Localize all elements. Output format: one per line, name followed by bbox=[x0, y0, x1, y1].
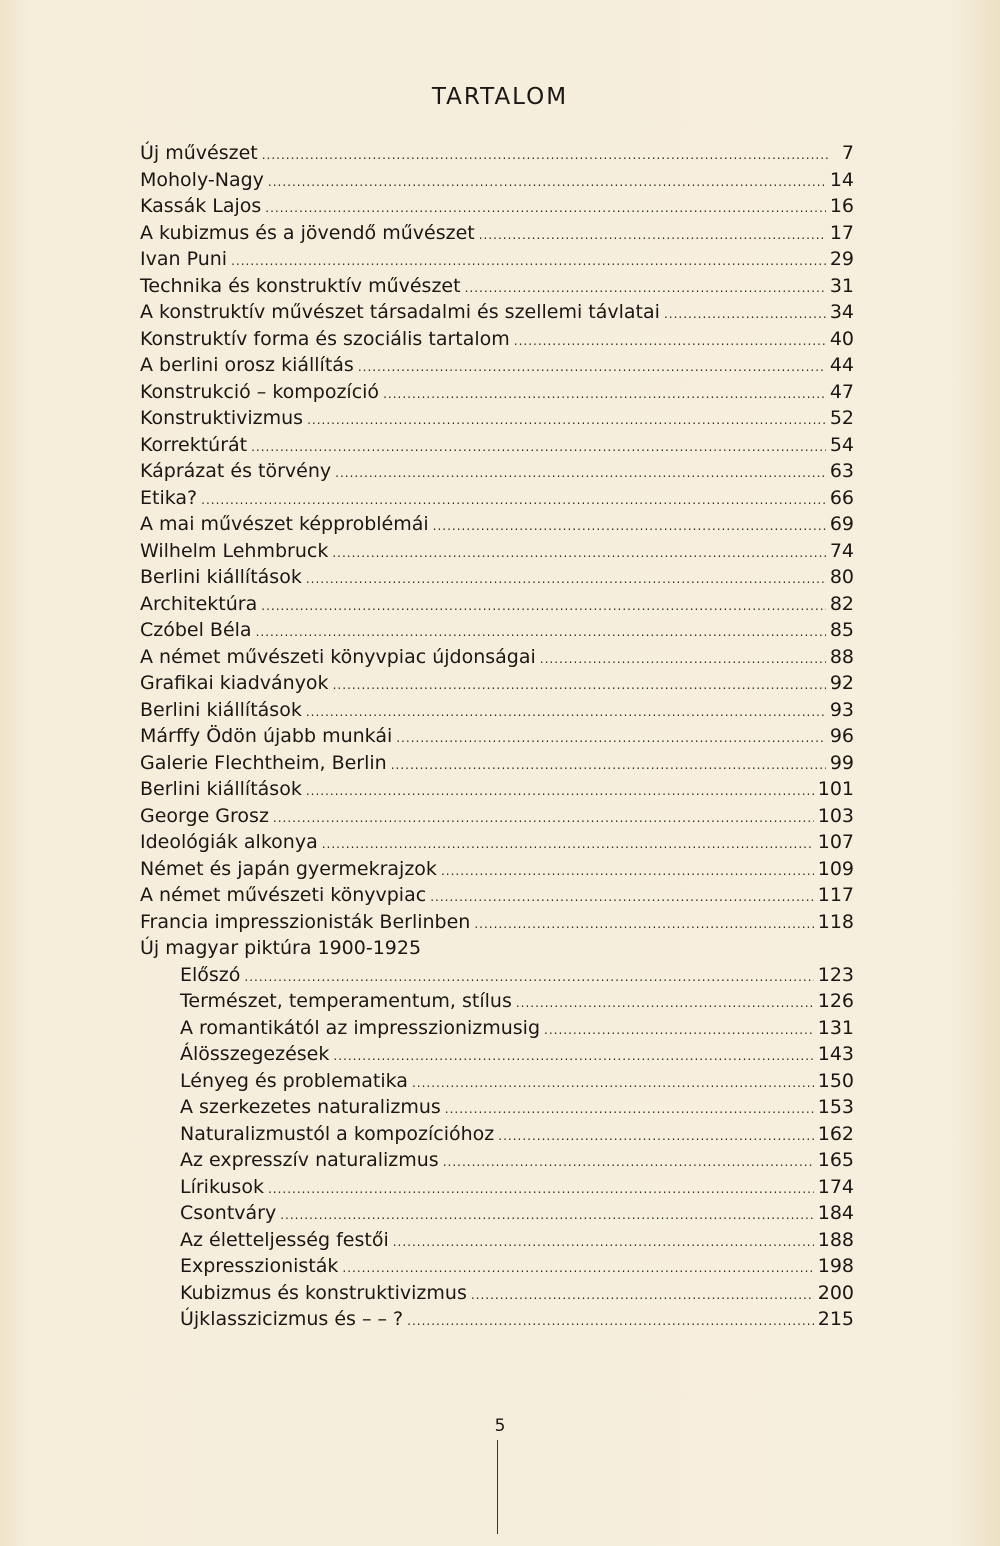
toc-entry-label: Konstruktivizmus bbox=[140, 407, 304, 429]
toc-entry bbox=[140, 193, 854, 220]
toc-entry-label: Berlini kiállítások bbox=[140, 698, 302, 721]
toc-subentry-page: 174 bbox=[817, 1175, 854, 1198]
toc-subentry bbox=[140, 1015, 854, 1042]
dot-leader bbox=[407, 1308, 814, 1335]
toc-entry bbox=[140, 617, 854, 644]
toc-entry-label: Technika és konstruktív művészet bbox=[140, 274, 461, 297]
toc-entry bbox=[140, 856, 854, 883]
dot-leader bbox=[306, 699, 826, 726]
dot-leader bbox=[516, 990, 814, 1017]
dot-leader bbox=[430, 884, 814, 911]
dot-leader bbox=[465, 275, 826, 302]
dot-leader bbox=[441, 858, 814, 885]
toc-subentry-page: 162 bbox=[817, 1122, 854, 1145]
toc-entry-label: Kassák Lajos bbox=[140, 195, 262, 217]
page-number: 5 bbox=[494, 1416, 506, 1436]
toc-subentry-label: Előszó bbox=[180, 963, 241, 986]
toc-entry bbox=[140, 220, 854, 247]
toc-entry bbox=[140, 432, 854, 459]
toc-entry-label: A mai művészet képproblémái bbox=[140, 513, 429, 535]
toc-entry-label: Architektúra bbox=[140, 592, 258, 615]
toc-entry-label: Galerie Flechtheim, Berlin bbox=[140, 751, 387, 774]
toc-subentry-label: Lírikusok bbox=[180, 1175, 264, 1198]
toc-entry-label: A kubizmus és a jövendő művészet bbox=[140, 221, 475, 244]
toc-entry-label: Francia impresszionisták Berlinben bbox=[140, 910, 471, 933]
toc-subentry bbox=[140, 1121, 854, 1148]
dot-leader bbox=[383, 381, 826, 408]
toc-entry-page: 109 bbox=[817, 857, 854, 880]
toc-entry-page: 7 bbox=[841, 142, 854, 164]
dot-leader bbox=[335, 460, 826, 487]
toc-entry bbox=[140, 697, 854, 724]
toc-entry-page: 54 bbox=[829, 433, 854, 456]
toc-entry-page: 88 bbox=[829, 645, 854, 668]
toc-entry-page: 85 bbox=[829, 619, 854, 641]
toc-entry-page: 14 bbox=[829, 168, 854, 191]
dot-leader bbox=[273, 805, 814, 832]
dot-leader bbox=[280, 1202, 814, 1229]
toc-entry-page: 118 bbox=[817, 910, 854, 933]
toc-entry-label: Berlini kiállítások bbox=[140, 778, 302, 800]
toc-entry bbox=[140, 564, 854, 591]
dot-leader bbox=[332, 540, 825, 567]
toc-subentry-page: 153 bbox=[817, 1096, 854, 1118]
toc-entry bbox=[140, 458, 854, 485]
toc-subentry-label: Naturalizmustól a kompozícióhoz bbox=[180, 1122, 495, 1145]
page-title: TARTALOM bbox=[431, 84, 569, 110]
dot-leader bbox=[443, 1149, 814, 1176]
toc-subentry-label: Csontváry bbox=[180, 1202, 277, 1224]
dot-leader bbox=[479, 222, 826, 249]
toc-subentry-label: Újklasszicizmus és – – ? bbox=[180, 1308, 404, 1330]
toc-entry-page: 82 bbox=[829, 592, 854, 615]
toc-entry bbox=[140, 405, 854, 432]
toc-entry-page: 103 bbox=[817, 804, 854, 827]
dot-leader bbox=[358, 354, 826, 381]
toc-entry-page: 17 bbox=[829, 221, 854, 244]
toc-entry bbox=[140, 511, 854, 538]
dot-leader bbox=[251, 434, 826, 461]
dot-leader bbox=[471, 1282, 814, 1309]
toc-entry-label: Konstruktív forma és szociális tartalom bbox=[140, 327, 510, 350]
dot-leader bbox=[412, 1070, 814, 1097]
toc-entry-label: A berlini orosz kiállítás bbox=[140, 354, 354, 376]
toc-entry-page: 34 bbox=[829, 301, 854, 323]
toc-entry bbox=[140, 485, 854, 512]
dot-leader bbox=[333, 1043, 813, 1070]
dot-leader bbox=[201, 487, 826, 514]
dot-leader bbox=[514, 328, 826, 355]
toc-entry bbox=[140, 723, 854, 750]
toc-entry bbox=[140, 167, 854, 194]
toc-entry-label: Grafikai kiadványok bbox=[140, 672, 329, 694]
toc-subentry-label: A romantikától az impresszionizmusig bbox=[180, 1016, 541, 1039]
toc-subentry-page: 198 bbox=[817, 1255, 854, 1277]
dot-leader bbox=[306, 778, 814, 805]
toc-entry-page: 101 bbox=[817, 778, 854, 800]
toc-entry-label: Ideológiák alkonya bbox=[140, 831, 318, 853]
dot-leader bbox=[544, 1017, 814, 1044]
toc-entry bbox=[140, 750, 854, 777]
toc-entry-page: 16 bbox=[829, 195, 854, 217]
toc-subentry-page: 143 bbox=[817, 1043, 854, 1065]
toc-subentry bbox=[140, 1041, 854, 1068]
toc-subentry-label: Álösszegezések bbox=[180, 1043, 330, 1065]
toc-entry-page: 117 bbox=[817, 884, 854, 906]
toc-entry-page: 107 bbox=[817, 831, 854, 853]
dot-leader bbox=[244, 964, 813, 991]
toc-subentry-page: 131 bbox=[817, 1016, 854, 1039]
dot-leader bbox=[433, 513, 826, 540]
toc-entry-page: 69 bbox=[829, 513, 854, 535]
toc-subentry-page: 165 bbox=[817, 1149, 854, 1171]
dot-leader bbox=[445, 1096, 814, 1123]
dot-leader bbox=[307, 407, 826, 434]
dot-leader bbox=[391, 752, 826, 779]
toc-entry-label: Moholy-Nagy bbox=[140, 168, 264, 191]
toc-entry-page: 80 bbox=[829, 566, 854, 588]
toc-entry-page: 96 bbox=[829, 725, 854, 747]
dot-leader bbox=[268, 169, 826, 196]
dot-leader bbox=[306, 566, 826, 593]
toc-entry bbox=[140, 246, 854, 273]
toc-entry-page: 63 bbox=[829, 460, 854, 482]
dot-leader bbox=[256, 619, 826, 646]
toc-entry-label: Káprázat és törvény bbox=[140, 460, 332, 482]
toc-subentry bbox=[140, 988, 854, 1015]
dot-leader bbox=[322, 831, 814, 858]
dot-leader bbox=[268, 1176, 814, 1203]
toc-subentry bbox=[140, 1200, 854, 1227]
toc-entry-page: 93 bbox=[829, 698, 854, 721]
toc-entry bbox=[140, 670, 854, 697]
toc-entry bbox=[140, 326, 854, 353]
toc-subentry-page: 215 bbox=[817, 1308, 854, 1330]
dot-leader bbox=[540, 646, 826, 673]
toc-subentry-page: 123 bbox=[817, 963, 854, 986]
toc-subentry-page: 150 bbox=[817, 1069, 854, 1092]
toc-entry bbox=[140, 909, 854, 936]
toc-subentry bbox=[140, 962, 854, 989]
dot-leader bbox=[474, 911, 813, 938]
toc-entry bbox=[140, 829, 854, 856]
toc-entry-label: A német művészeti könyvpiac bbox=[140, 884, 427, 906]
dot-leader bbox=[265, 195, 826, 222]
toc-subentry bbox=[140, 1174, 854, 1201]
toc-entry-page: 47 bbox=[829, 380, 854, 403]
toc-subentry-label: Az életteljesség festői bbox=[180, 1228, 389, 1251]
toc-entry-page: 52 bbox=[829, 407, 854, 429]
toc-entry bbox=[140, 379, 854, 406]
toc-subentry-label: Expresszionisták bbox=[180, 1255, 339, 1277]
toc-entry-label: Wilhelm Lehmbruck bbox=[140, 539, 329, 562]
toc-entry-page: 44 bbox=[829, 354, 854, 376]
toc-section-label: Új magyar piktúra 1900-1925 bbox=[140, 937, 422, 959]
toc-subentry-label: Természet, temperamentum, stílus bbox=[180, 990, 512, 1012]
toc-subentry bbox=[140, 1227, 854, 1254]
toc-entry-page: 31 bbox=[829, 274, 854, 297]
toc-entry bbox=[140, 352, 854, 379]
toc-subentry bbox=[140, 1094, 854, 1121]
toc-entry-label: A konstruktív művészet társadalmi és szellemi távlatai bbox=[140, 301, 660, 323]
toc-entry bbox=[140, 538, 854, 565]
toc-entry-page: 66 bbox=[829, 486, 854, 509]
toc-entry bbox=[140, 882, 854, 909]
toc-entry-label: A német művészeti könyvpiac újdonságai bbox=[140, 645, 536, 668]
toc-entry bbox=[140, 299, 854, 326]
toc-subentry-label: A szerkezetes naturalizmus bbox=[180, 1096, 441, 1118]
toc-subentry-page: 126 bbox=[817, 990, 854, 1012]
toc-subentry bbox=[140, 1068, 854, 1095]
toc-entry-label: Korrektúrát bbox=[140, 433, 248, 456]
toc-section-heading bbox=[140, 935, 854, 962]
dot-leader bbox=[498, 1123, 813, 1150]
dot-leader bbox=[342, 1255, 813, 1282]
dot-leader bbox=[333, 672, 826, 699]
toc-entry bbox=[140, 591, 854, 618]
toc-entry-label: Czóbel Béla bbox=[140, 619, 252, 641]
toc-entry-label: Berlini kiállítások bbox=[140, 566, 302, 588]
toc-entry-page: 92 bbox=[829, 672, 854, 694]
toc-subentry bbox=[140, 1280, 854, 1307]
dot-leader bbox=[231, 248, 826, 275]
gutter-line bbox=[497, 1440, 498, 1534]
toc-entry-label: Konstrukció – kompozíció bbox=[140, 380, 380, 403]
toc-entry-page: 74 bbox=[829, 539, 854, 562]
toc-subentry-label: Lényeg és problematika bbox=[180, 1069, 408, 1092]
toc-subentry-page: 200 bbox=[817, 1281, 854, 1304]
dot-leader bbox=[393, 1229, 814, 1256]
toc-entry bbox=[140, 140, 854, 167]
toc-entry-label: Etika? bbox=[140, 486, 198, 509]
toc-entry-label: George Grosz bbox=[140, 804, 269, 827]
toc-subentry bbox=[140, 1253, 854, 1280]
toc-entry-page: 40 bbox=[829, 327, 854, 350]
dot-leader bbox=[396, 725, 826, 752]
toc-entry-label: Márffy Ödön újabb munkái bbox=[140, 725, 393, 747]
toc-entry-page: 99 bbox=[829, 751, 854, 774]
toc-entry bbox=[140, 644, 854, 671]
toc-subentry bbox=[140, 1147, 854, 1174]
dot-leader bbox=[664, 301, 826, 328]
toc-subentry-label: Az expresszív naturalizmus bbox=[180, 1149, 439, 1171]
toc-entry bbox=[140, 776, 854, 803]
toc-entry bbox=[140, 803, 854, 830]
dot-leader bbox=[262, 142, 828, 169]
toc-subentry-page: 184 bbox=[817, 1202, 854, 1224]
toc-entry bbox=[140, 273, 854, 300]
toc-subentry bbox=[140, 1306, 854, 1333]
toc-subentry-label: Kubizmus és konstruktivizmus bbox=[180, 1281, 467, 1304]
toc-entry-label: Új művészet bbox=[140, 142, 258, 164]
dot-leader bbox=[261, 593, 826, 620]
table-of-contents bbox=[140, 140, 854, 1333]
toc-entry-label: Ivan Puni bbox=[140, 248, 228, 270]
toc-subentry-page: 188 bbox=[817, 1228, 854, 1251]
toc-entry-page: 29 bbox=[829, 248, 854, 270]
toc-entry-label: Német és japán gyermekrajzok bbox=[140, 857, 437, 880]
